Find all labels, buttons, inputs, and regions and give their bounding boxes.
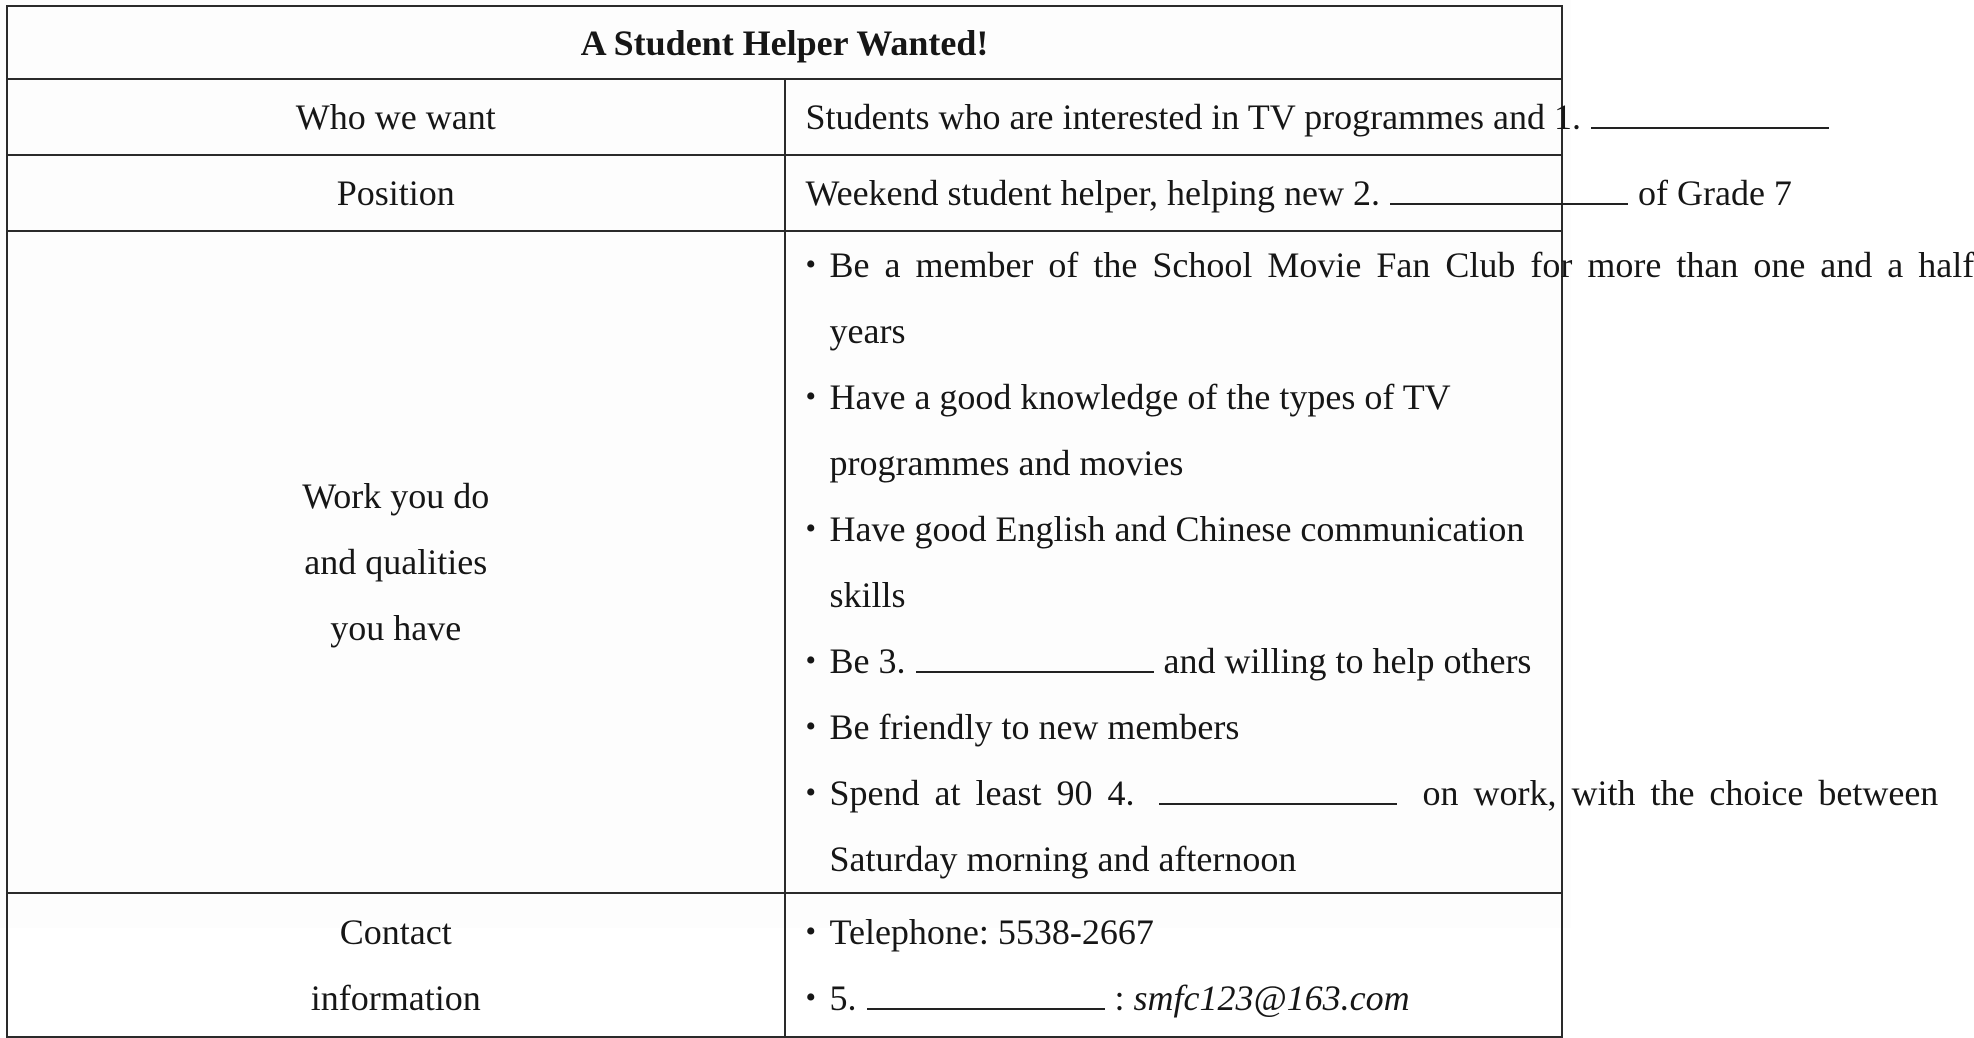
work-label (7, 231, 785, 893)
bullet-icon: • (806, 694, 830, 760)
work-content (785, 231, 1563, 893)
bullet-text: Have a good knowledge of the types of TV programmes and movies (830, 364, 1546, 496)
work-label-line: and qualities (8, 529, 784, 595)
position-label: Position (7, 155, 785, 231)
table-row (7, 79, 1562, 155)
bullet-text-after: and willing to help others (1164, 641, 1532, 681)
bullet-icon: • (806, 628, 830, 694)
position-text-after: of Grade 7 (1638, 173, 1792, 213)
table-row (7, 231, 1562, 893)
position-line (806, 160, 1546, 226)
bullet-icon: • (806, 232, 830, 298)
list-item (806, 628, 1546, 694)
who-label: Who we want (7, 79, 785, 155)
list-item (806, 232, 1546, 298)
contact-content (785, 893, 1563, 1037)
table-row (7, 155, 1562, 231)
helper-wanted-table (6, 5, 1563, 1038)
blank-3[interactable] (916, 641, 1154, 673)
table-title: A Student Helper Wanted! (7, 6, 1562, 79)
bullet-text-before: Be 3. (830, 641, 906, 681)
position-text-before: Weekend student helper, helping new 2. (806, 173, 1381, 213)
item5-colon: : (1115, 978, 1125, 1018)
contact-label-line: Contact (8, 899, 784, 965)
bullet-icon: • (806, 899, 830, 965)
work-label-line: Work you do (8, 463, 784, 529)
bullet-continuation: Saturday morning and afternoon (806, 826, 1546, 892)
bullet-icon: • (806, 364, 830, 496)
list-item (806, 760, 1546, 826)
list-item (806, 965, 1546, 1031)
bullet-text-before: Spend at least 90 4. (830, 773, 1135, 813)
bullet-text: Be a member of the School Movie Fan Club for more than one and a half (830, 232, 1974, 298)
blank-5[interactable] (867, 978, 1105, 1010)
list-item (806, 694, 1546, 760)
list-item (806, 899, 1546, 965)
email-line (830, 965, 1546, 1031)
title-row (7, 6, 1562, 79)
contact-label (7, 893, 785, 1037)
who-content (785, 79, 1563, 155)
bullet-text-after: on work, with the choice between (1422, 773, 1938, 813)
bullet-text (830, 760, 1939, 826)
list-item (806, 364, 1546, 496)
bullet-icon: • (806, 496, 830, 628)
position-content (785, 155, 1563, 231)
bullet-continuation: years (806, 298, 1546, 364)
telephone-text: Telephone: 5538-2667 (830, 899, 1546, 965)
email-text: smfc123@163.com (1134, 978, 1410, 1018)
bullet-icon: • (806, 760, 830, 826)
bullet-text: Be friendly to new members (830, 694, 1546, 760)
bullet-text (830, 628, 1546, 694)
bullet-icon: • (806, 965, 830, 1031)
blank-1[interactable] (1591, 97, 1829, 129)
table-row (7, 893, 1562, 1037)
contact-label-line: information (8, 965, 784, 1031)
who-text: Students who are interested in TV programmes and 1. (806, 97, 1582, 137)
list-item (806, 496, 1546, 628)
who-line (806, 84, 1546, 150)
blank-4[interactable] (1159, 773, 1397, 805)
bullet-text: Have good English and Chinese communication skills (830, 496, 1546, 628)
item5-prefix: 5. (830, 978, 857, 1018)
work-label-line: you have (8, 595, 784, 661)
blank-2[interactable] (1390, 173, 1628, 205)
